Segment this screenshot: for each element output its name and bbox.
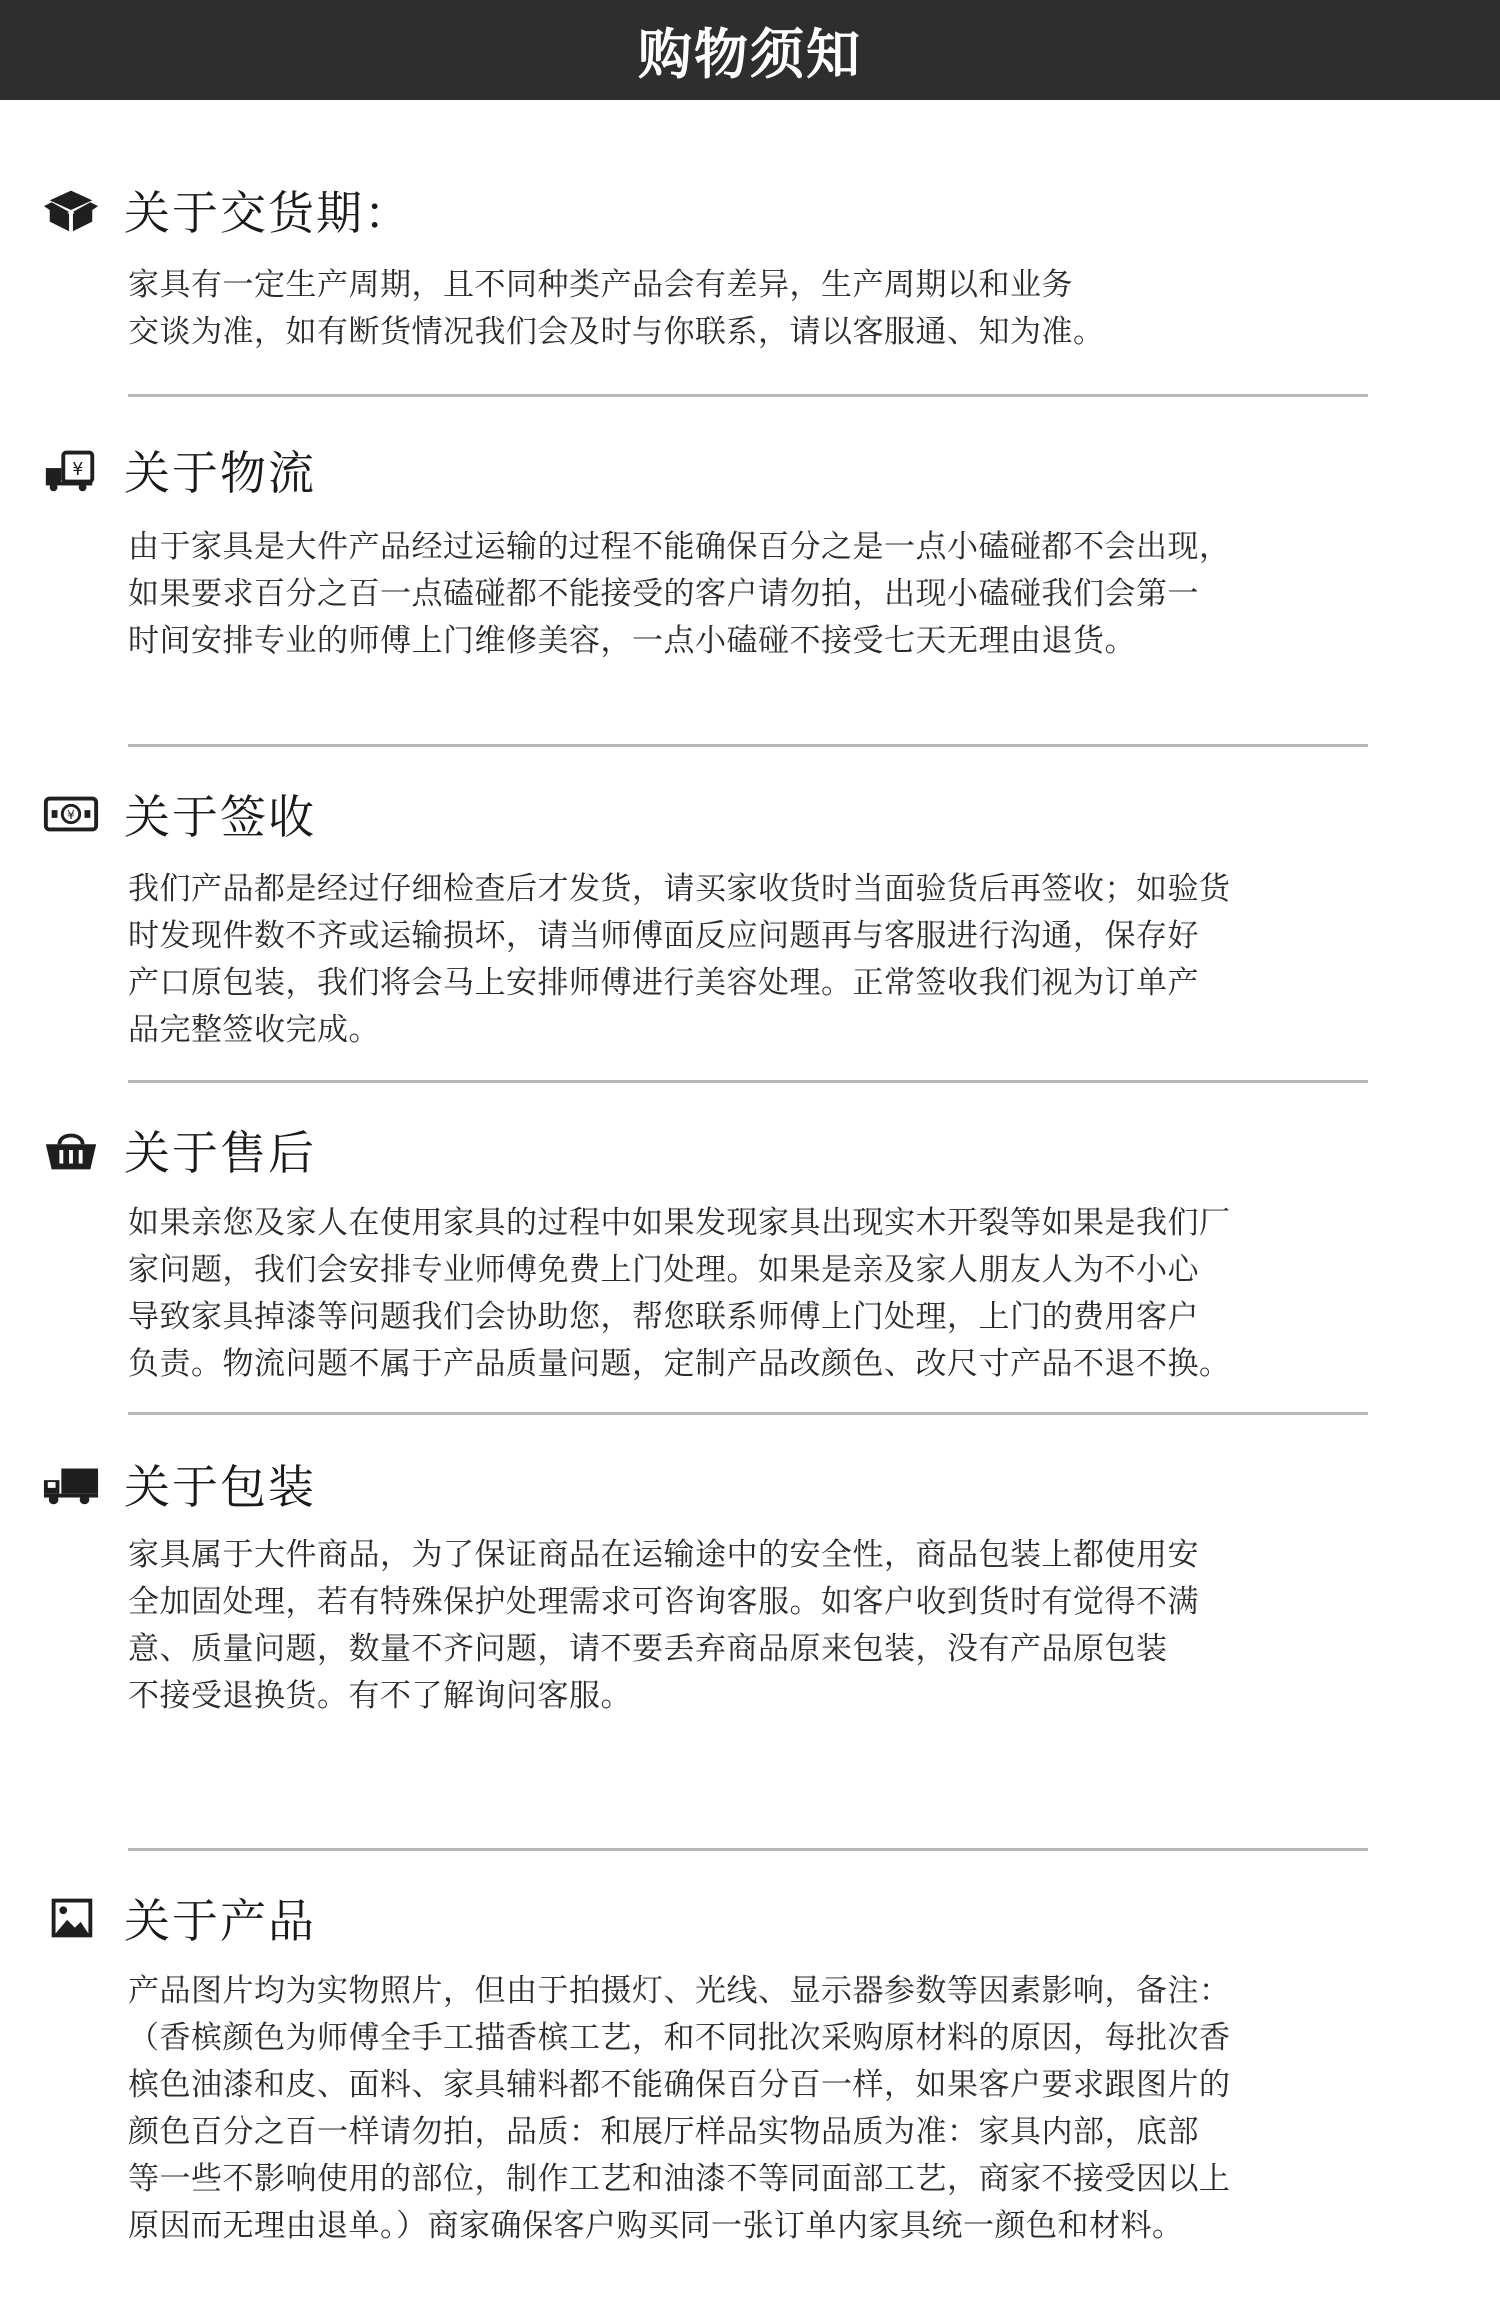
section-after-sales-heading	[40, 1120, 316, 1180]
section-title: 关于交货期：	[124, 186, 412, 240]
section-body: 家具有一定生产周期，且不同种类产品会有差异，生产周期以和业务 交谈为准，如有断货情况我们会及时与你联系，请以客服通、知为准。	[128, 267, 1105, 350]
section-divider	[128, 1412, 1368, 1415]
section-product-heading	[40, 1888, 316, 1948]
section-title: 关于包装	[124, 1460, 316, 1514]
section-packaging-heading	[40, 1454, 316, 1514]
section-divider	[128, 394, 1368, 397]
page-header	[0, 0, 1500, 100]
svg-text:¥: ¥	[67, 806, 75, 822]
svg-text:¥: ¥	[72, 459, 84, 480]
section-divider	[128, 1080, 1368, 1083]
section-divider	[128, 1848, 1368, 1851]
section-body: 如果亲您及家人在使用家具的过程中如果发现家具出现实木开裂等如果是我们厂 家问题，我们会安排专业师傅免费上门处理。如果是亲及家人朋友人为不小心 导致家具掉漆等问题我们会协助您，帮您联系师傅上门处理，上门的费用客户 负责。物流问题不属于产品质量问题，定制产品改颜色、改尺寸产品不退不换。	[128, 1205, 1231, 1382]
section-title: 关于签收	[124, 790, 316, 844]
section-title: 关于售后	[124, 1126, 316, 1180]
section-title: 关于产品	[124, 1894, 316, 1948]
section-body: 产品图片均为实物照片，但由于拍摄灯、光线、显示器参数等因素影响，备注： （香槟颜色为师傅全手工描香槟工艺，和不同批次采购原材料的原因，每批次香 槟色油漆和皮、面料、家具辅料都不能确保百分百一样，如果客户要求跟图片的 颜色百分之百一样请勿拍，品质：和展厅样品实物品质为准：家具内部，底部 等一些不影响使用的部位，制作工艺和油漆不等同面部工艺，商家不接受因以上 原因而无理由退单。）商家确保客户购买同一张订单内家具统一颜色和材料。	[128, 1973, 1231, 2244]
truck-icon	[40, 1459, 102, 1509]
section-body: 家具属于大件商品，为了保证商品在运输途中的安全性，商品包装上都使用安 全加固处理，若有特殊保护处理需求可咨询客服。如客户收到货时有觉得不满 意、质量问题，数量不齐问题，请不要丢弃商品原来包装，没有产品原包装 不接受退换货。有不了解询问客服。	[128, 1537, 1199, 1714]
section-delivery-time-heading	[40, 180, 412, 240]
basket-icon	[40, 1125, 102, 1175]
section-body: 我们产品都是经过仔细检查后才发货，请买家收货时当面验货后再签收；如验货 时发现件数不齐或运输损坏，请当师傅面反应问题再与客服进行沟通，保存好 产口原包装，我们将会马上安排师傅进行美容处理。正常签收我们视为订单产 品完整签收完成。	[128, 871, 1231, 1048]
yuan-note-icon	[40, 789, 102, 839]
picture-icon	[40, 1893, 102, 1943]
section-body: 由于家具是大件产品经过运输的过程不能确保百分之是一点小磕碰都不会出现， 如果要求百分之百一点磕碰都不能接受的客户请勿拍，出现小磕碰我们会第一 时间安排专业的师傅上门维修美容，一点小磕碰不接受七天无理由退货。	[128, 529, 1231, 659]
section-title: 关于物流	[124, 446, 316, 500]
section-logistics-heading	[40, 440, 316, 500]
delivery-truck-yuan-icon	[40, 445, 102, 495]
box-icon	[40, 185, 102, 235]
page-title: 购物须知	[638, 22, 862, 86]
section-signing-heading	[40, 784, 316, 844]
section-divider	[128, 744, 1368, 747]
